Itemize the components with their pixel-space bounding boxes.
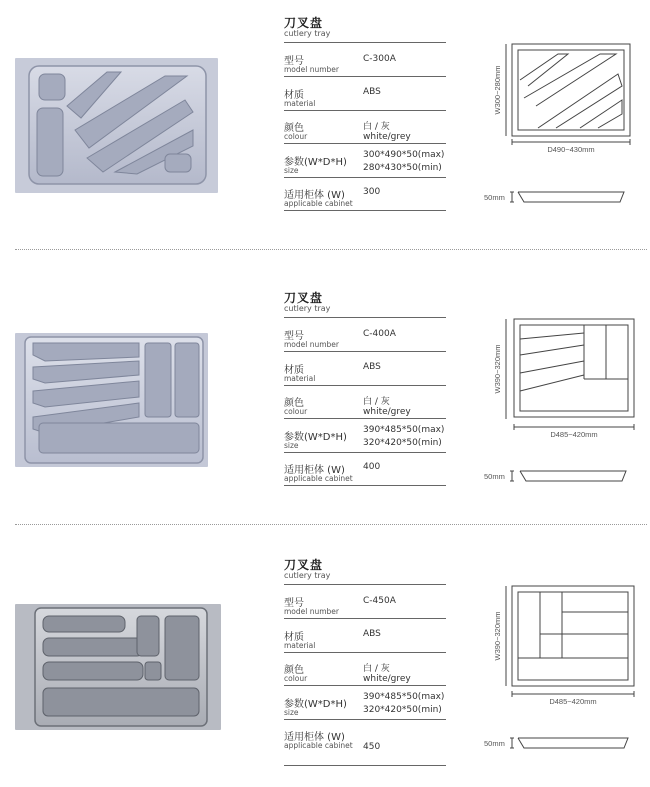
- dim-depth: D485~420mm: [549, 697, 597, 706]
- label-material-en: material: [284, 99, 316, 108]
- label-cabinet-en: applicable cabinet: [284, 741, 353, 750]
- label-size-en: size: [284, 166, 299, 175]
- value-model: C-400A: [363, 329, 396, 339]
- label-material-en: material: [284, 374, 316, 383]
- value-colour-cn: 白 / 灰: [363, 122, 390, 132]
- divider-line: [284, 765, 446, 766]
- label-material-cn: 材质: [284, 365, 304, 376]
- label-size-cn: 参数(W*D*H): [284, 432, 347, 443]
- value-cabinet: 300: [363, 187, 381, 197]
- label-size-en: size: [284, 441, 299, 450]
- label-colour-cn: 颜色: [284, 123, 304, 134]
- dim-depth: D485~420mm: [550, 430, 598, 439]
- label-cabinet-en: applicable cabinet: [284, 474, 353, 483]
- label-material-cn: 材质: [284, 632, 304, 643]
- divider-line: [284, 618, 446, 619]
- divider-line: [284, 143, 446, 144]
- dim-width: W390~320mm: [493, 611, 502, 661]
- divider-line: [284, 42, 446, 43]
- dim-width: W390~320mm: [493, 344, 502, 394]
- label-model-en: model number: [284, 340, 340, 349]
- label-model-en: model number: [284, 65, 340, 74]
- technical-drawing-c450a: [480, 582, 640, 752]
- label-colour-en: colour: [284, 407, 308, 416]
- divider-line: [284, 485, 446, 486]
- label-colour-cn: 颜色: [284, 665, 304, 676]
- value-size-min: 320*420*50(min): [363, 438, 442, 448]
- label-cabinet-cn: 适用柜体 (W): [284, 465, 345, 476]
- value-cabinet: 400: [363, 462, 381, 472]
- section-divider: [15, 524, 647, 525]
- value-colour-en: white/grey: [363, 674, 411, 684]
- technical-drawing-c300a: [480, 40, 640, 210]
- product-photo-c450a: [15, 604, 221, 730]
- label-size-en: size: [284, 708, 299, 717]
- label-size-cn: 参数(W*D*H): [284, 699, 347, 710]
- product-title: 刀叉盘: [284, 291, 324, 305]
- value-material: ABS: [363, 87, 381, 97]
- product-photo-c300a: [15, 58, 218, 193]
- value-model: C-450A: [363, 596, 396, 606]
- value-model: C-300A: [363, 54, 396, 64]
- product-title: 刀叉盘: [284, 16, 324, 30]
- divider-line: [284, 351, 446, 352]
- divider-line: [284, 584, 446, 585]
- value-size-min: 320*420*50(min): [363, 705, 442, 715]
- value-material: ABS: [363, 362, 381, 372]
- value-size-max: 300*490*50(max): [363, 150, 445, 160]
- label-colour-cn: 颜色: [284, 398, 304, 409]
- product-title-en: cutlery tray: [284, 571, 331, 580]
- divider-line: [284, 76, 446, 77]
- label-cabinet-cn: 适用柜体 (W): [284, 190, 345, 201]
- divider-line: [284, 452, 446, 453]
- label-model-en: model number: [284, 607, 340, 616]
- divider-line: [284, 652, 446, 653]
- divider-line: [284, 418, 446, 419]
- dim-width: W300~280mm: [493, 65, 502, 115]
- value-colour-en: white/grey: [363, 407, 411, 417]
- divider-line: [284, 110, 446, 111]
- label-cabinet-en: applicable cabinet: [284, 199, 353, 208]
- product-title-en: cutlery tray: [284, 29, 331, 38]
- value-colour-en: white/grey: [363, 132, 411, 142]
- value-size-max: 390*485*50(max): [363, 425, 445, 435]
- dim-height: 50mm: [484, 193, 505, 202]
- technical-drawing-c400a: [480, 317, 640, 487]
- divider-line: [284, 210, 446, 211]
- divider-line: [284, 317, 446, 318]
- value-cabinet: 450: [363, 742, 381, 752]
- divider-line: [284, 177, 446, 178]
- dim-height: 50mm: [484, 472, 505, 481]
- value-size-min: 280*430*50(min): [363, 163, 442, 173]
- dim-depth: D490~430mm: [547, 145, 595, 154]
- label-cabinet-cn: 适用柜体 (W): [284, 732, 345, 743]
- label-colour-en: colour: [284, 132, 308, 141]
- value-colour-cn: 白 / 灰: [363, 397, 390, 407]
- divider-line: [284, 385, 446, 386]
- label-material-cn: 材质: [284, 90, 304, 101]
- divider-line: [284, 685, 446, 686]
- label-material-en: material: [284, 641, 316, 650]
- label-model-cn: 型号: [284, 56, 304, 67]
- label-size-cn: 参数(W*D*H): [284, 157, 347, 168]
- label-colour-en: colour: [284, 674, 308, 683]
- product-title: 刀叉盘: [284, 558, 324, 572]
- label-model-cn: 型号: [284, 598, 304, 609]
- value-colour-cn: 白 / 灰: [363, 664, 390, 674]
- value-size-max: 390*485*50(max): [363, 692, 445, 702]
- dim-height: 50mm: [484, 739, 505, 748]
- value-material: ABS: [363, 629, 381, 639]
- section-divider: [15, 249, 647, 250]
- product-title-en: cutlery tray: [284, 304, 331, 313]
- product-photo-c400a: [15, 333, 208, 467]
- divider-line: [284, 719, 446, 720]
- label-model-cn: 型号: [284, 331, 304, 342]
